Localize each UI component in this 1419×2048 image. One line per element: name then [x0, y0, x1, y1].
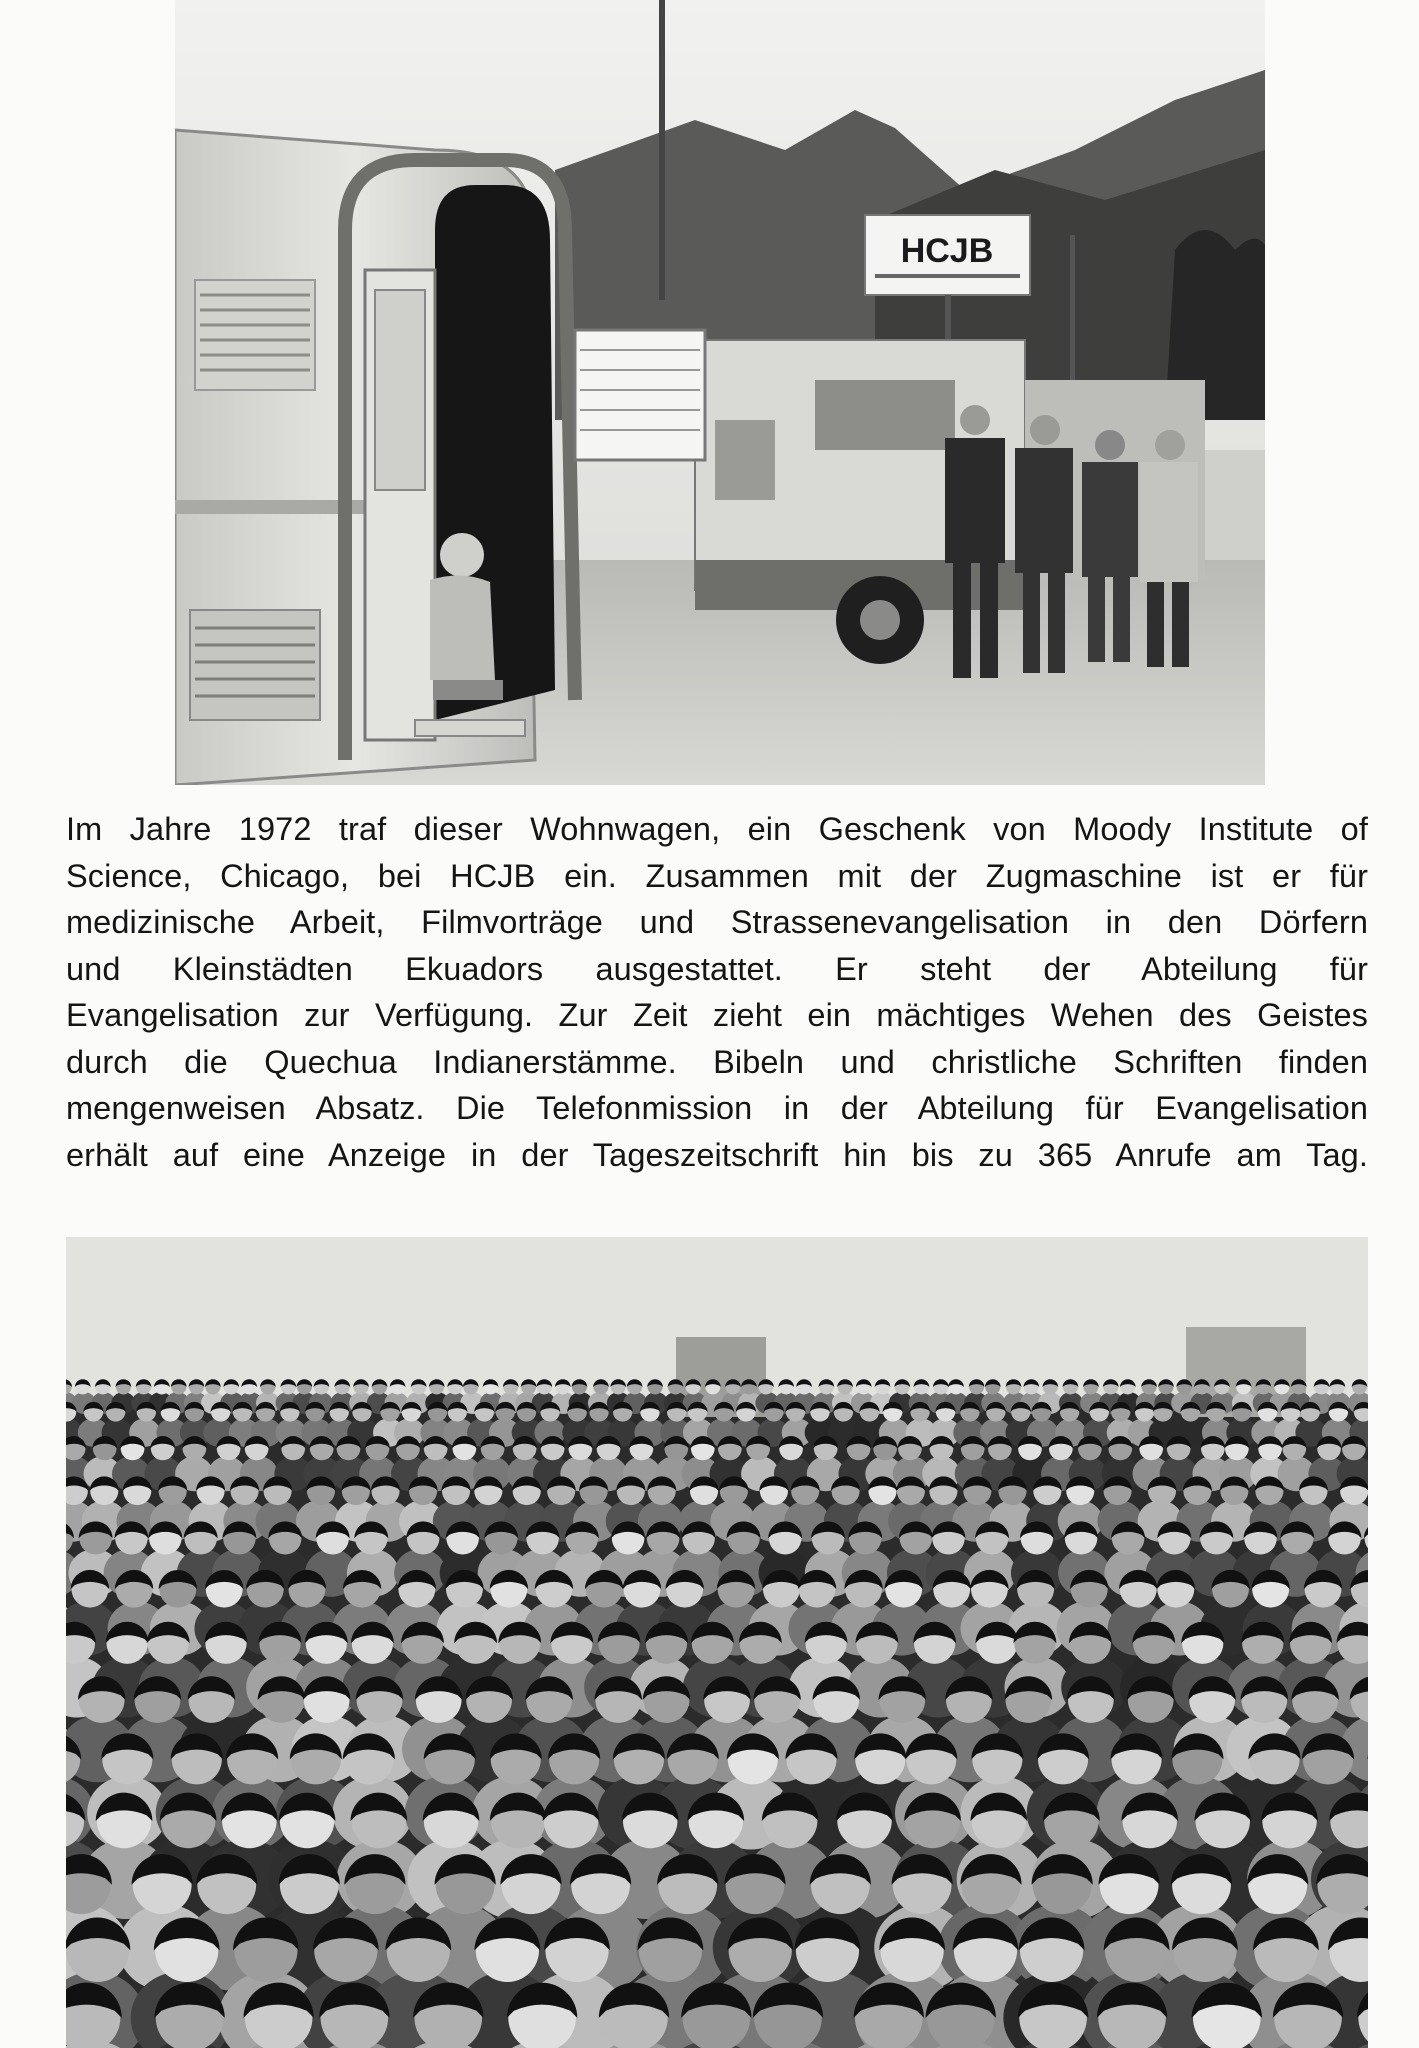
photo-caption — [66, 806, 1368, 1178]
caption-line-8: erhält auf eine Anzeige in der Tageszeitschrift hin bis zu 365 Anrufe am Tag. — [66, 1136, 1368, 1173]
caption-line-4: und Kleinstädten Ekuadors ausgestattet. Er steht der Abteilung für — [66, 950, 1368, 987]
caption-line-5: Evangelisation zur Verfügung. Zur Zeit zieht ein mächtiges Wehen des Geistes — [66, 997, 1368, 1033]
caption-line-6: durch die Quechua Indianerstämme. Bibeln und christliche Schriften finden — [66, 1043, 1368, 1080]
photo-crowd-audience — [66, 1237, 1368, 2048]
trailer-photo-illustration — [175, 0, 1265, 785]
photo-trailer-and-truck — [175, 0, 1265, 785]
caption-line-2: Science, Chicago, bei HCJB ein. Zusammen mit der Zugmaschine ist er für — [66, 857, 1368, 894]
hcjb-sign-text: HCJB — [900, 232, 994, 270]
caption-line-1: Im Jahre 1972 traf dieser Wohnwagen, ein Geschenk von Moody Institute of — [66, 811, 1368, 847]
caption-line-7: mengenweisen Absatz. Die Telefonmission in der Abteilung für Evangelisation — [66, 1090, 1368, 1126]
caption-line-3: medizinische Arbeit, Filmvorträge und Strassenevangelisation in den Dörfern — [66, 904, 1368, 940]
crowd-photo-illustration — [66, 1237, 1368, 2048]
